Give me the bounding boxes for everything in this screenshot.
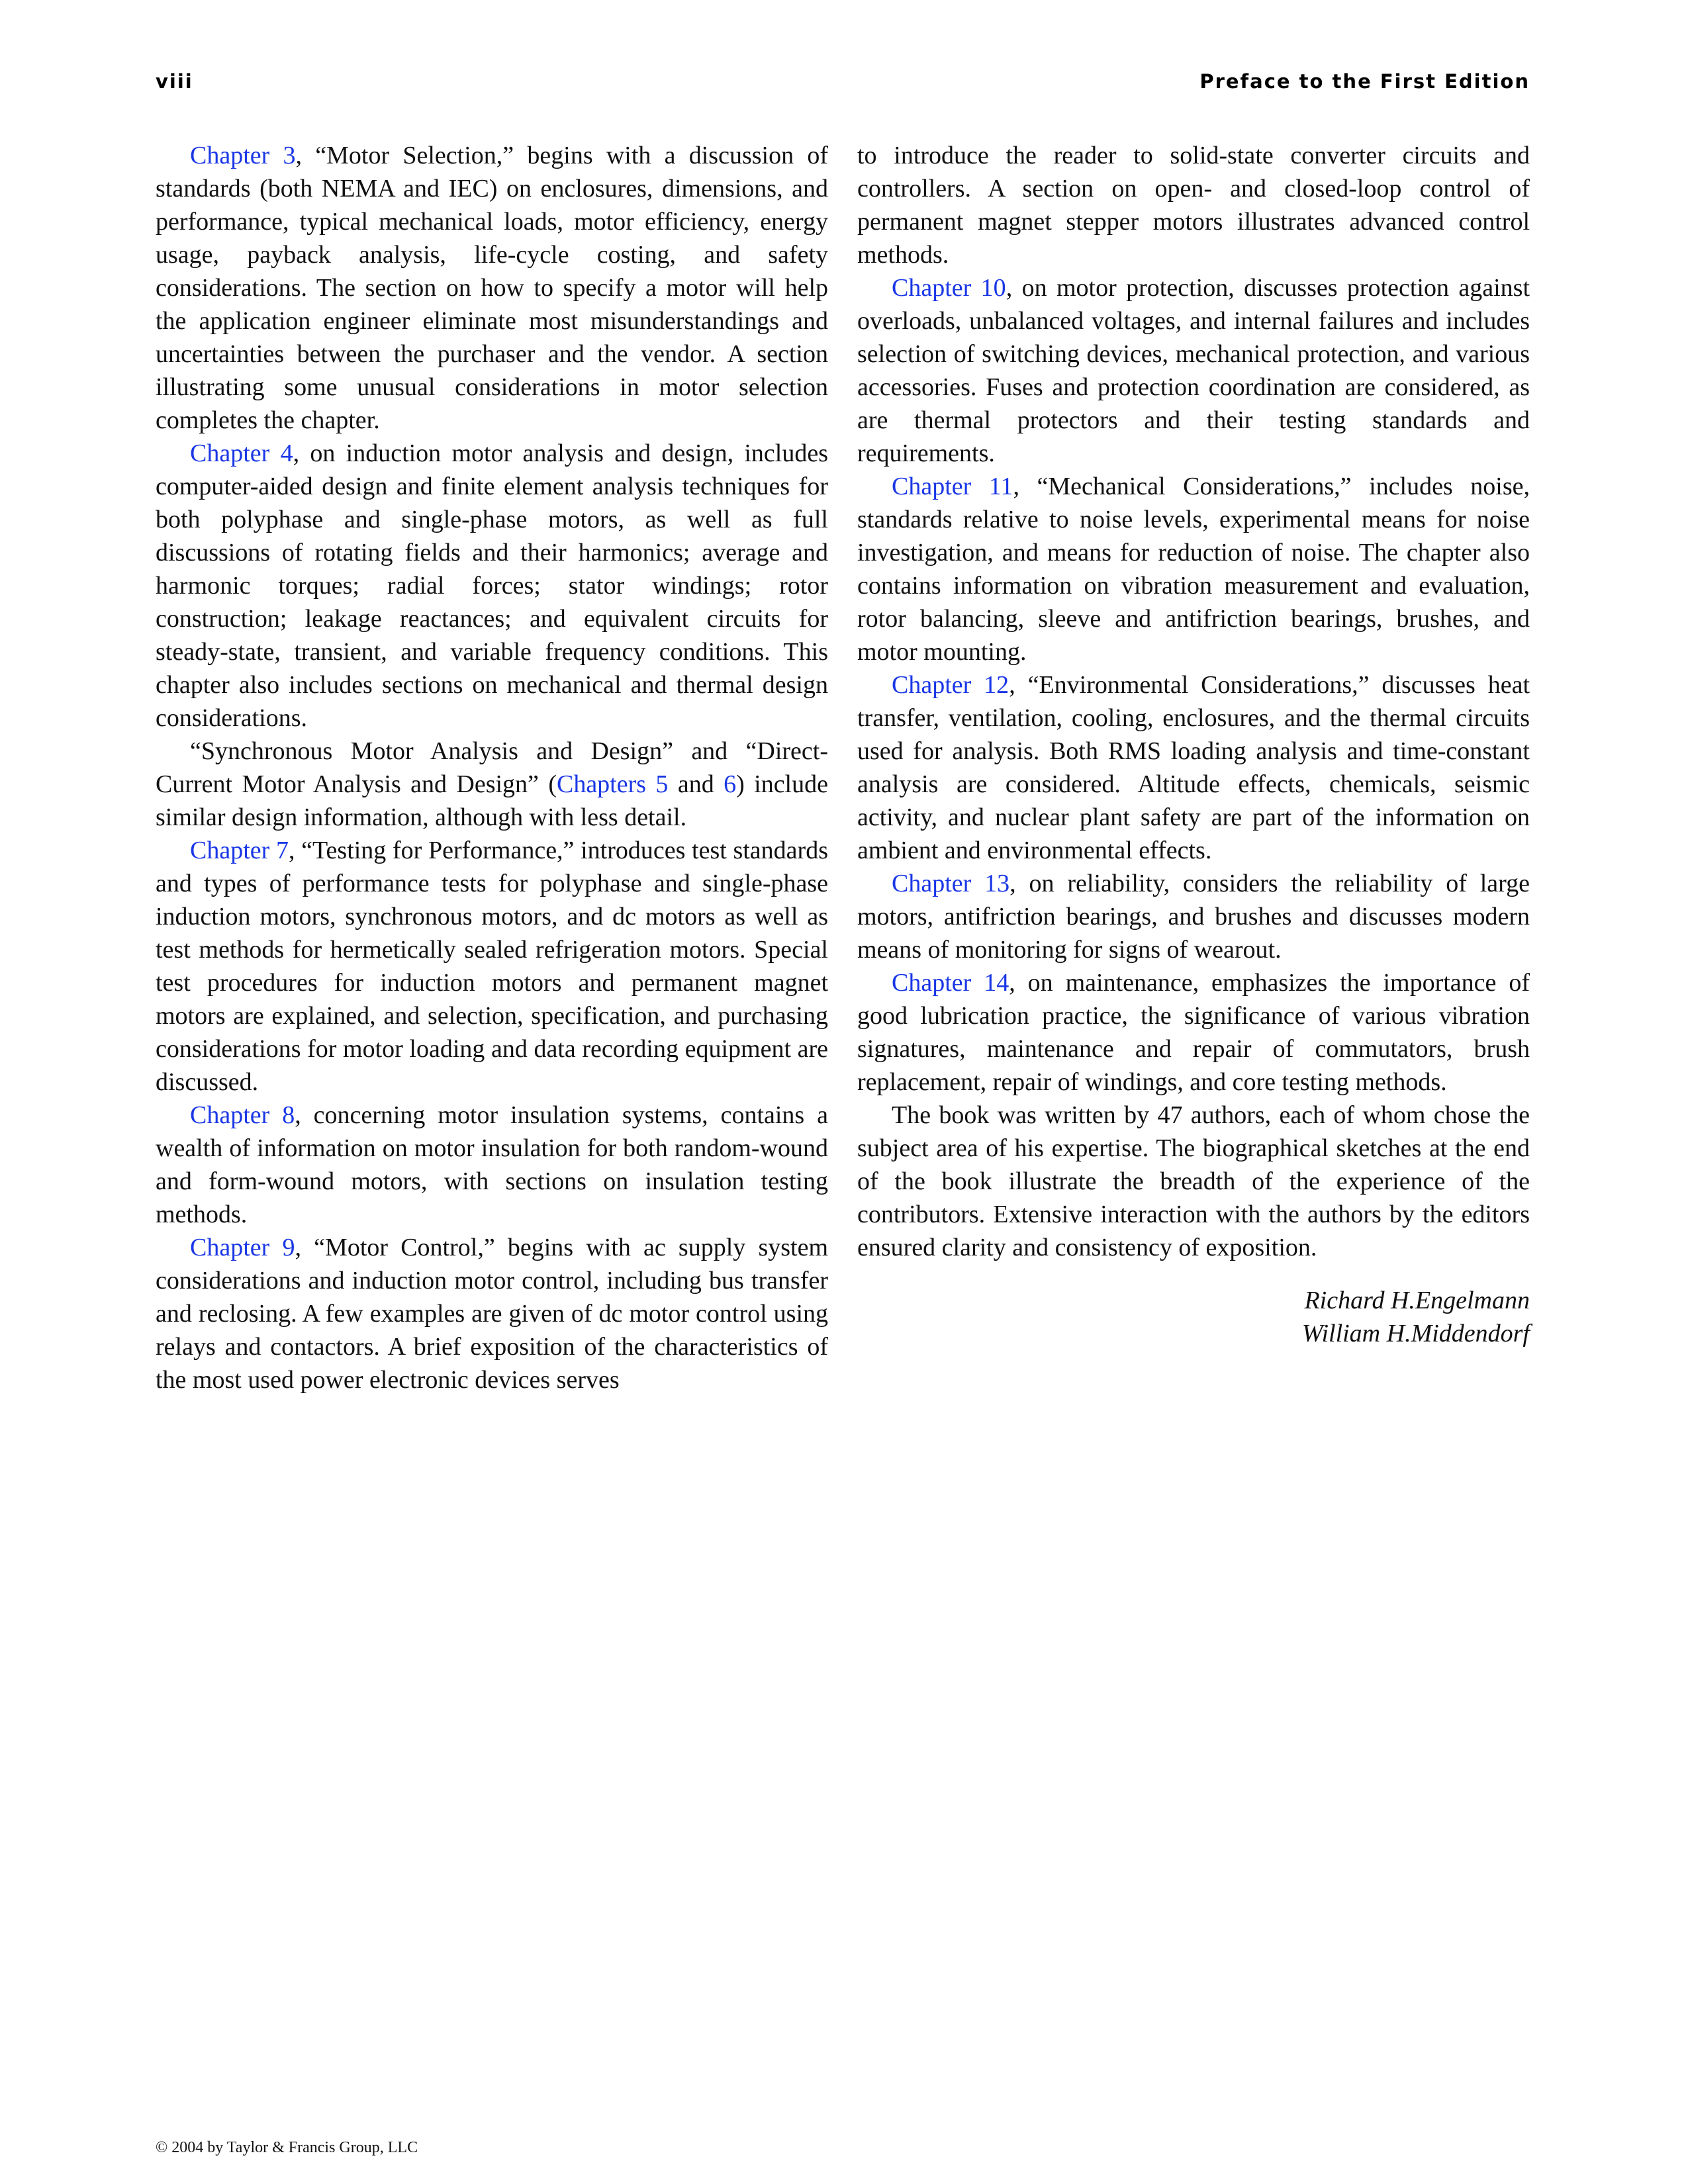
chapter-13-link[interactable]: Chapter 13: [892, 870, 1010, 897]
chapter-12-link[interactable]: Chapter 12: [892, 671, 1009, 699]
paragraph-chapter-9: [156, 1231, 828, 1396]
chapter-14-link[interactable]: Chapter 14: [892, 969, 1009, 997]
chapter-10-link[interactable]: Chapter 10: [892, 274, 1006, 302]
paragraph-chapter-12: [857, 668, 1530, 867]
chapter-7-link[interactable]: Chapter 7: [190, 837, 289, 864]
paragraph-text: , on motor protection, discusses protection against overloads, unbalanced voltages, and internal failures and includes selection of switching devices, mechanical protection, and various accessories. Fuses and protection coordination are considered, as are thermal protectors and their testing standards and requirements.: [857, 274, 1530, 467]
paragraph-chapter-14: [857, 966, 1530, 1099]
paragraph-text: , on reliability, considers the reliability of large motors, antifriction bearings, and brushes and discusses modern means of monitoring for signs of wearout.: [857, 870, 1530, 964]
signature-engelmann: Richard H.Engelmann: [1304, 1287, 1530, 1314]
editor-signatures: [857, 1284, 1530, 1350]
paragraph-text: to introduce the reader to solid-state converter circuits and controllers. A section on open- and closed-loop control of permanent magnet stepper motors illustrates advanced control methods.: [857, 142, 1530, 269]
paragraph-text: , “Motor Control,” begins with ac supply system considerations and induction motor control, including bus transfer and reclosing. A few examples are given of dc motor control using relays and contactors. A brief exposition of the characteristics of the most used power electronic devices serves: [156, 1234, 828, 1394]
paragraph-chapter-11: [857, 470, 1530, 668]
paragraph-text: ) include similar design information, although with less detail.: [156, 770, 828, 831]
running-head: Preface to the First Edition: [1199, 70, 1530, 93]
paragraph-continuation: [857, 139, 1530, 271]
paragraph-text: “Synchronous Motor Analysis and Design” and “Direct-Current Motor Analysis and Design” (: [156, 737, 828, 798]
paragraph-authors: [857, 1099, 1530, 1264]
paragraph-chapter-7: [156, 834, 828, 1099]
paragraph-text: , on induction motor analysis and design, includes computer-aided design and finite element analysis techniques for both polyphase and single-phase motors, as well as full discussions of rotating fields and their harmonics; average and harmonic torques; radial forces; stator windings; rotor construction; leakage reactances; and equivalent circuits for steady-state, transient, and variable frequency conditions. This chapter also includes sections on mechanical and thermal design considerations.: [156, 439, 828, 732]
left-column: [156, 139, 828, 1396]
chapter-3-link[interactable]: Chapter 3: [190, 142, 296, 169]
paragraph-chapter-3: [156, 139, 828, 437]
paragraph-text: , “Motor Selection,” begins with a discussion of standards (both NEMA and IEC) on enclosures, dimensions, and performance, typical mechanical loads, motor efficiency, energy usage, payback analysis, life-cycle costing, and safety considerations. The section on how to specify a motor will help the application engineer eliminate most misunderstandings and uncertainties between the purchaser and the vendor. A section illustrating some unusual considerations in motor selection completes the chapter.: [156, 142, 828, 434]
signature-middendorf: William H.Middendorf: [1301, 1320, 1530, 1347]
chapter-5-link[interactable]: Chapters 5: [556, 770, 669, 798]
chapter-9-link[interactable]: Chapter 9: [190, 1234, 295, 1261]
paragraph-text: and: [668, 770, 724, 798]
paragraph-chapter-13: [857, 867, 1530, 966]
paragraph-chapter-4: [156, 437, 828, 735]
chapter-6-link[interactable]: 6: [724, 770, 737, 798]
page-number: viii: [156, 70, 193, 93]
right-column: [857, 139, 1530, 1350]
page-header: [156, 70, 1530, 99]
paragraph-chapter-8: [156, 1099, 828, 1231]
paragraph-text: , “Environmental Considerations,” discusses heat transfer, ventilation, cooling, enclosures, and the thermal circuits used for analysis. Both RMS loading analysis and time-constant analysis are considered. Altitude effects, chemicals, seismic activity, and nuclear plant safety are part of the information on ambient and environmental effects.: [857, 671, 1530, 864]
copyright-footer: © 2004 by Taylor & Francis Group, LLC: [156, 2139, 418, 2156]
paragraph-text: The book was written by 47 authors, each of whom chose the subject area of his expertise. The biographical sketches at the end of the book illustrate the breadth of the experience of the contributors. Extensive interaction with the authors by the editors ensured clarity and consistency of exposition.: [857, 1101, 1530, 1261]
paragraph-text: , on maintenance, emphasizes the importance of good lubrication practice, the significance of various vibration signatures, maintenance and repair of commutators, brush replacement, repair of windings, and core testing methods.: [857, 969, 1530, 1096]
chapter-8-link[interactable]: Chapter 8: [190, 1101, 295, 1129]
paragraph-text: , “Mechanical Considerations,” includes noise, standards relative to noise levels, experimental means for noise investigation, and means for reduction of noise. The chapter also contains information on vibration measurement and evaluation, rotor balancing, sleeve and antifriction bearings, brushes, and motor mounting.: [857, 473, 1530, 666]
chapter-4-link[interactable]: Chapter 4: [190, 439, 293, 467]
paragraph-chapters-5-6: [156, 735, 828, 834]
paragraph-text: , “Testing for Performance,” introduces test standards and types of performance tests for polyphase and single-phase induction motors, synchronous motors, and dc motors as well as test methods for hermetically sealed refrigeration motors. Special test procedures for induction motors and permanent magnet motors are explained, and selection, specification, and purchasing considerations for motor loading and data recording equipment are discussed.: [156, 837, 828, 1096]
paragraph-text: , concerning motor insulation systems, contains a wealth of information on motor insulation for both random-wound and form-wound motors, with sections on insulation testing methods.: [156, 1101, 828, 1228]
paragraph-chapter-10: [857, 271, 1530, 470]
chapter-11-link[interactable]: Chapter 11: [892, 473, 1013, 500]
